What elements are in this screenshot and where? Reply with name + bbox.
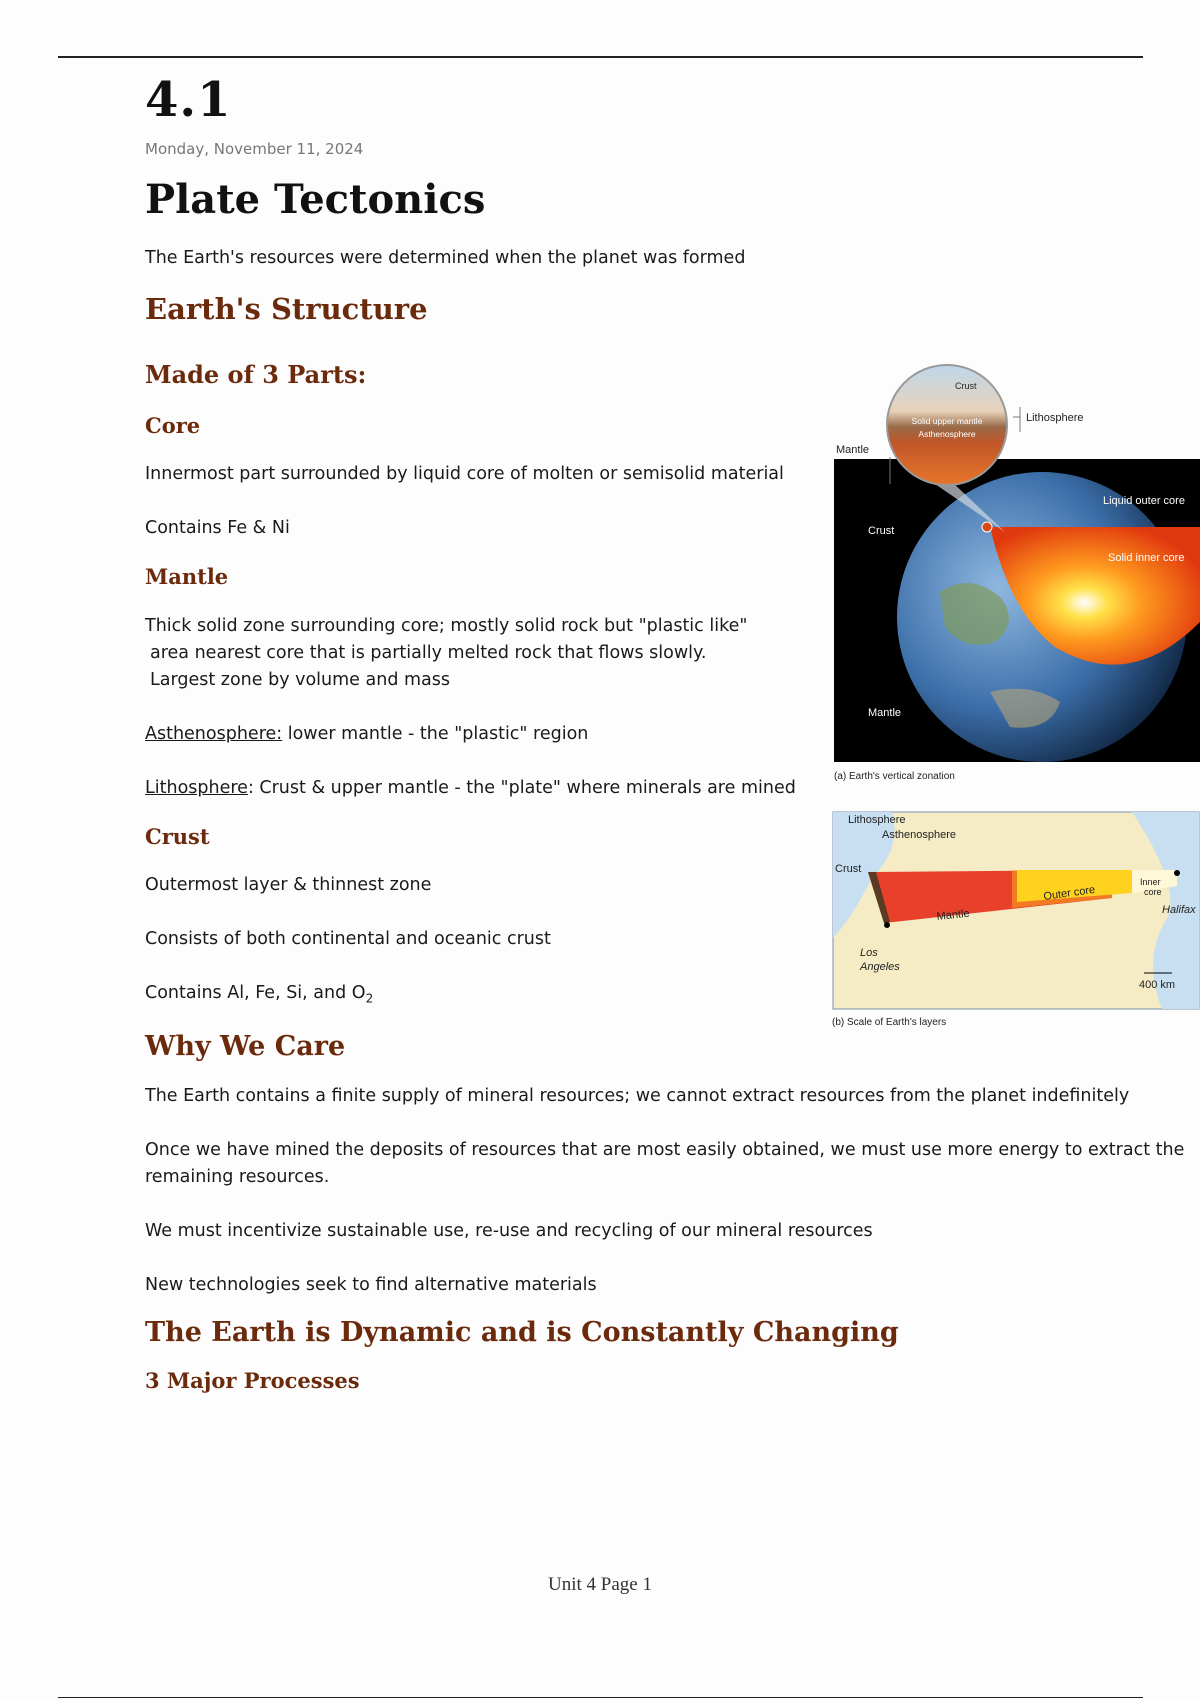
figure-b-caption: (b) Scale of Earth's layers bbox=[832, 1017, 947, 1028]
label-solid-upper-mantle: Solid upper mantle bbox=[911, 416, 983, 426]
heading-dynamic-earth: The Earth is Dynamic and is Constantly Changing bbox=[145, 1316, 899, 1348]
lithosphere-term: Lithosphere bbox=[145, 778, 248, 798]
crust-line: Consists of both continental and oceanic crust bbox=[145, 929, 551, 949]
heading-made-of-3-parts: Made of 3 Parts: bbox=[145, 360, 367, 389]
label-los-angeles: Los bbox=[860, 947, 878, 959]
label-mantle: Mantle bbox=[936, 907, 971, 923]
label-outer-core: Outer core bbox=[1042, 883, 1096, 903]
heading-3-major-processes: 3 Major Processes bbox=[145, 1367, 360, 1393]
page-date: Monday, November 11, 2024 bbox=[145, 140, 364, 158]
label-asthenosphere: Asthenosphere bbox=[918, 429, 976, 439]
earth-zonation-figure bbox=[830, 362, 1200, 782]
intro-text: The Earth's resources were determined when the planet was formed bbox=[145, 248, 746, 268]
los-angeles-marker bbox=[884, 922, 890, 928]
heading-mantle: Mantle bbox=[145, 564, 229, 589]
heading-core: Core bbox=[145, 413, 201, 438]
crust-line: Outermost layer & thinnest zone bbox=[145, 875, 432, 895]
heading-crust: Crust bbox=[145, 824, 210, 849]
lithosphere-text: : Crust & upper mantle - the "plate" where minerals are mined bbox=[247, 778, 796, 798]
earth-scale-figure bbox=[832, 808, 1200, 1033]
label-halifax: Halifax bbox=[1162, 904, 1196, 916]
why-paragraph: Once we have mined the deposits of resources that are most easily obtained, we must use more energy to extract the remaining resources. bbox=[145, 1139, 1185, 1187]
crust-line bbox=[145, 980, 825, 1013]
mantle-line: area nearest core that is partially melted rock that flows slowly. bbox=[150, 643, 707, 663]
asthenosphere-definition bbox=[145, 721, 825, 748]
label-lithosphere: Lithosphere bbox=[848, 814, 906, 826]
label-scale: 400 km bbox=[1139, 979, 1176, 991]
section-number: 4.1 bbox=[145, 72, 232, 128]
oxygen-subscript: 2 bbox=[365, 991, 374, 1006]
label-los-angeles: Angeles bbox=[860, 961, 900, 973]
crust-elements: Contains Al, Fe, Si, and O bbox=[145, 983, 366, 1003]
heading-earths-structure: Earth's Structure bbox=[145, 292, 428, 326]
heading-why-we-care: Why We Care bbox=[145, 1030, 346, 1062]
mantle-line: Thick solid zone surrounding core; mostly solid rock but "plastic like" bbox=[145, 616, 748, 636]
label-asthenosphere: Asthenosphere bbox=[882, 829, 956, 841]
why-paragraph: New technologies seek to find alternative materials bbox=[145, 1274, 597, 1295]
lithosphere-definition bbox=[145, 775, 825, 802]
asthenosphere-term: Asthenosphere: bbox=[145, 724, 283, 744]
bottom-rule bbox=[58, 1697, 1143, 1698]
label-inner-core: Inner bbox=[1140, 877, 1161, 887]
asthenosphere-text: lower mantle - the "plastic" region bbox=[282, 724, 589, 744]
label-mantle-bottom: Mantle bbox=[868, 707, 902, 719]
why-paragraph: The Earth contains a finite supply of mineral resources; we cannot extract resources from the planet indefinitely bbox=[145, 1085, 1130, 1106]
label-crust-side: Crust bbox=[868, 525, 895, 537]
label-crust-top: Crust bbox=[955, 381, 977, 391]
figure-a-caption: (a) Earth's vertical zonation bbox=[834, 771, 955, 782]
core-line: Innermost part surrounded by liquid core of molten or semisolid material bbox=[145, 464, 784, 484]
mantle-paragraph bbox=[145, 613, 825, 694]
label-crust: Crust bbox=[835, 863, 862, 875]
halifax-marker bbox=[1174, 870, 1180, 876]
page-title: Plate Tectonics bbox=[145, 176, 486, 223]
top-rule bbox=[58, 56, 1143, 58]
label-solid-inner-core: Solid inner core bbox=[1108, 552, 1185, 564]
label-lithosphere: Lithosphere bbox=[1026, 412, 1084, 424]
label-mantle-top: Mantle bbox=[836, 444, 870, 456]
label-liquid-outer-core: Liquid outer core bbox=[1103, 495, 1185, 507]
why-paragraph: We must incentivize sustainable use, re-use and recycling of our mineral resources bbox=[145, 1220, 873, 1241]
label-inner-core: core bbox=[1144, 887, 1162, 897]
zoom-point bbox=[982, 522, 992, 532]
core-line: Contains Fe & Ni bbox=[145, 518, 290, 538]
page-footer: Unit 4 Page 1 bbox=[548, 1574, 652, 1595]
mantle-line: Largest zone by volume and mass bbox=[150, 670, 451, 690]
